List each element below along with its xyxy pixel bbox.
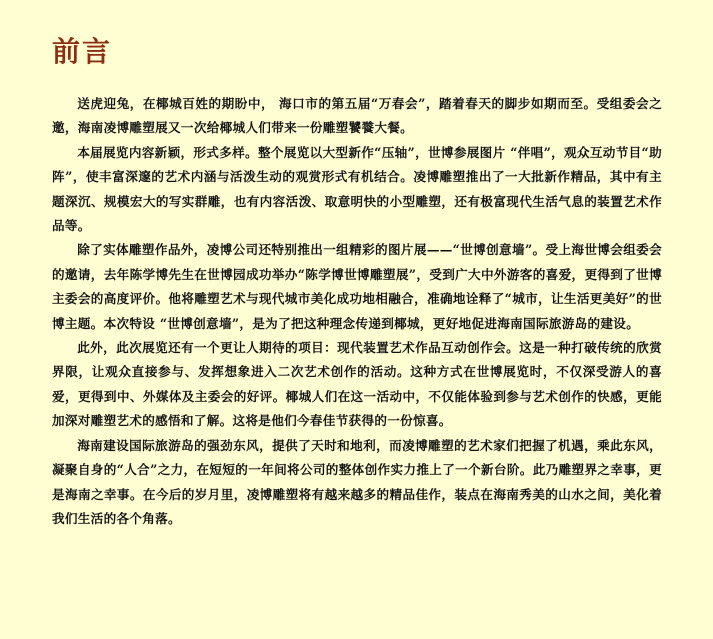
paragraph-4: 此外，此次展览还有一个更让人期待的项目：现代装置艺术作品互动创作会。这是一种打破传统的欣赏界限，让观众直接参与、发挥想象进入二次艺术创作的活动。这种方式在世博展览时，不仅深受游人的喜爱，更得到中、外媒体及主委会的好评。椰城人们在这一活动中，不仅能体验到参与艺术创作的快感，更能加深对雕塑艺术的感悟和了解。这将是他们今春佳节获得的一份惊喜。 bbox=[52, 340, 662, 429]
paragraph-2: 本届展览内容新颖，形式多样。整个展览以大型新作“压轴”，世博参展图片 “伴唱”，观众互动节目“助阵”，使丰富深邃的艺术内涵与活泼生动的观赏形式有机结合。凌博雕塑推出了一大批新作精品，其中有主题深沉、规模宏大的写实群雕，也有内容活泼、取意明快的小型雕塑，还有极富现代生活气息的装置艺术作品等。 bbox=[52, 144, 662, 234]
paragraph-5: 海南建设国际旅游岛的强劲东风，提供了天时和地利，而凌博雕塑的艺术家们把握了机遇，乘此东风，凝聚自身的“人合”之力，在短短的一年间将公司的整体创作实力推上了一个新台阶。此乃雕塑界之幸事，更是海南之幸事。在今后的岁月里，凌博雕塑将有越来越多的精品佳作，装点在海南秀美的山水之间，美化着我们生活的各个角落。 bbox=[52, 437, 662, 526]
paragraph-3: 除了实体雕塑作品外，凌博公司还特别推出一组精彩的图片展——“世博创意墙”。受上海世博会组委会的邀请，去年陈学博先生在世博园成功举办“陈学博世博雕塑展”，受到广大中外游客的喜爱，更得到了世博主委会的高度评价。他将雕塑艺术与现代城市美化成功地相融合，准确地诠释了“城市，让生活更美好”的世博主题。本次特设 “世博创意墙”，是为了把这种理念传递到椰城，更好地促进海南国际旅游岛的建设。 bbox=[52, 242, 662, 331]
document-body bbox=[52, 92, 662, 531]
page-title: 前言 bbox=[52, 35, 113, 68]
paragraph-1: 送虎迎兔，在椰城百姓的期盼中， 海口市的第五届“万春会”，踏着春天的脚步如期而至。受组委会之邀，海南凌博雕塑展又一次给椰城人们带来一份雕塑饕餮大餐。 bbox=[52, 96, 662, 136]
